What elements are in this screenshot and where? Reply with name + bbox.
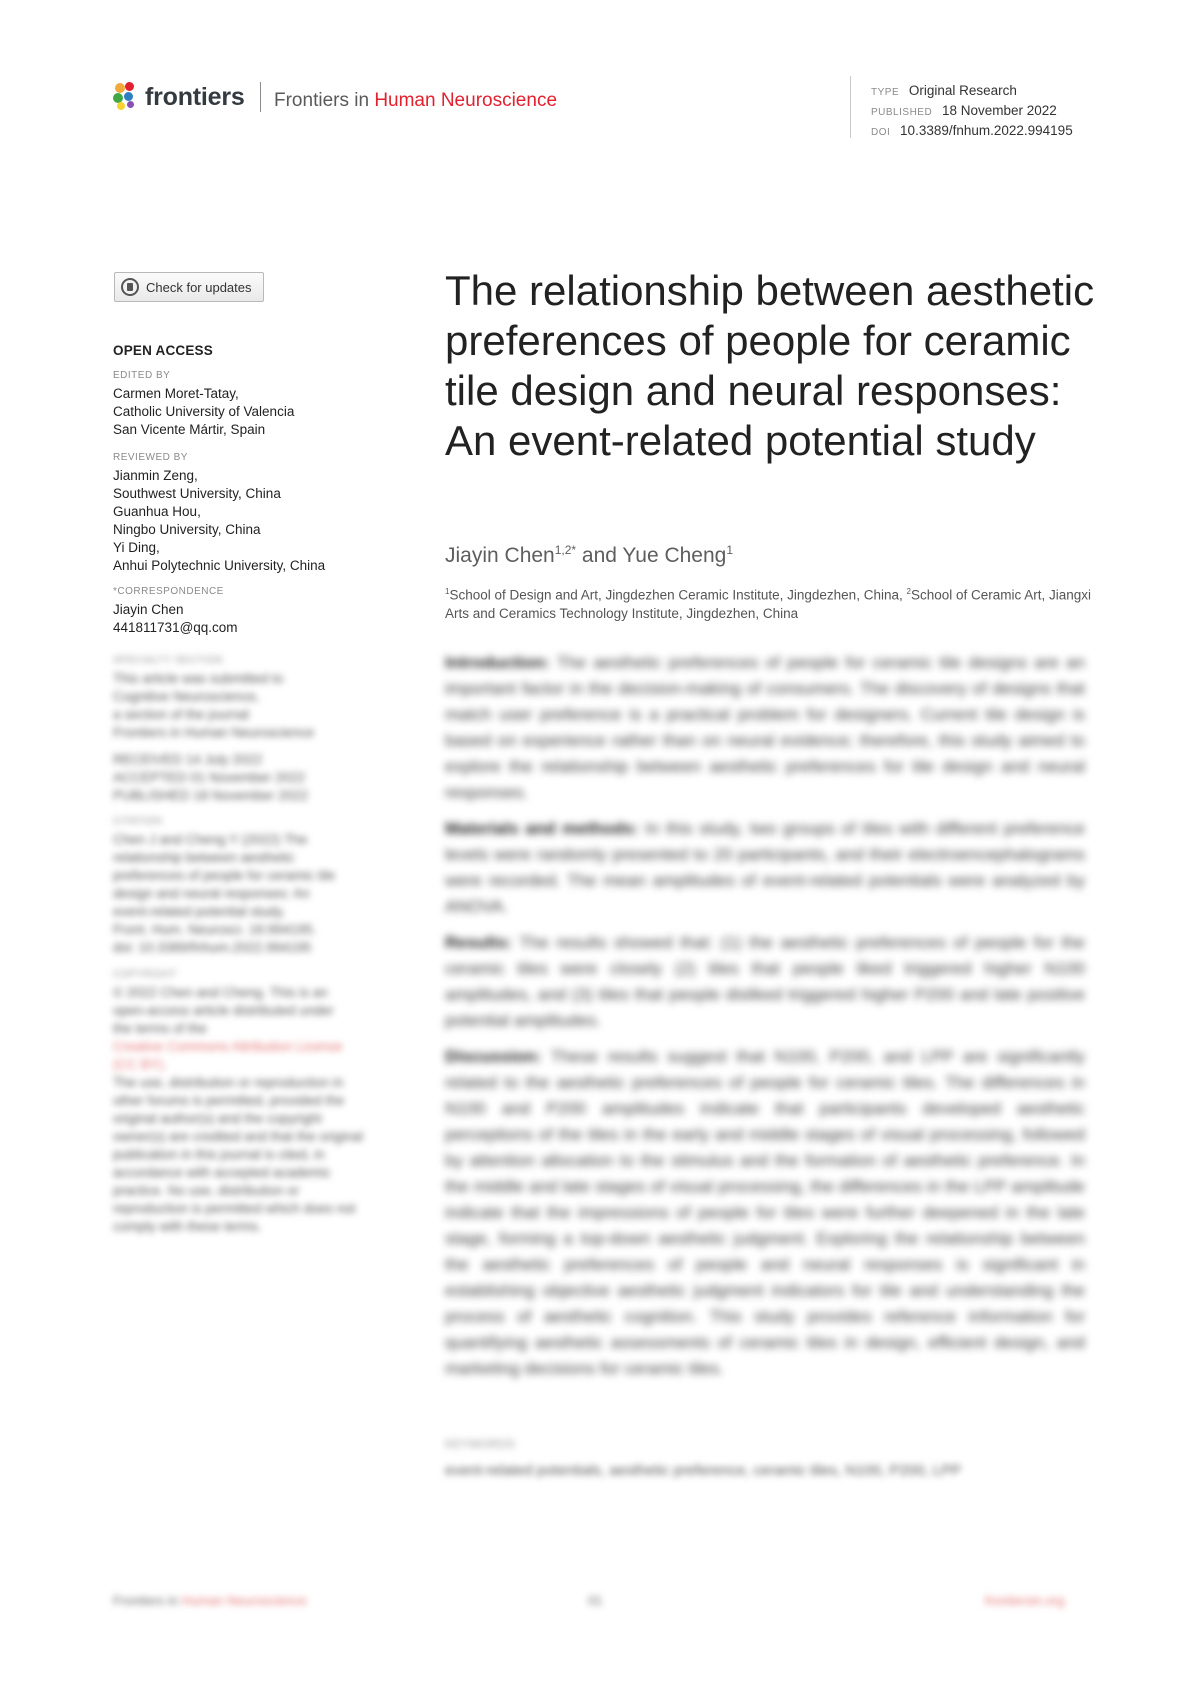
- copyright-line: © 2022 Chen and Cheng. This is an: [113, 985, 328, 1000]
- meta-type-row: [871, 82, 1073, 102]
- abstract-heading: Materials and methods:: [445, 819, 639, 838]
- copyright-label: COPYRIGHT: [113, 969, 177, 980]
- abstract: [445, 650, 1085, 1392]
- author-name[interactable]: Yue Cheng: [622, 544, 727, 567]
- correspondence-email[interactable]: 441811731@qq.com: [113, 620, 238, 635]
- citation-line: event-related potential study.: [113, 904, 286, 919]
- abstract-methods: [445, 816, 1085, 920]
- specialty-line: This article was submitted to: [113, 671, 284, 686]
- abstract-heading: Results:: [445, 933, 513, 952]
- editor-line: Carmen Moret-Tatay,: [113, 386, 239, 401]
- edited-by-label: EDITED BY: [113, 370, 171, 381]
- type-value: Original Research: [908, 83, 1017, 98]
- meta-published-row: [871, 102, 1073, 122]
- citation-section: [113, 815, 383, 957]
- meta-divider: [850, 76, 851, 138]
- specialty-line: Cognitive Neuroscience,: [113, 689, 260, 704]
- author-affiliation-marker: 1,2*: [554, 543, 577, 557]
- specialty-label: SPECIALTY SECTION: [113, 655, 223, 666]
- bookmark-icon: [121, 278, 139, 296]
- published-value: 18 November 2022: [941, 103, 1057, 118]
- license-link[interactable]: Creative Commons Attribution License (CC BY).: [113, 1039, 343, 1072]
- correspondence-name: Jiayin Chen: [113, 602, 184, 617]
- citation-line: design and neural responses: An: [113, 886, 310, 901]
- editor-line: Catholic University of Valencia: [113, 404, 295, 419]
- reviewed-by-label: REVIEWED BY: [113, 452, 188, 463]
- copyright-line: open-access article distributed under: [113, 1003, 334, 1018]
- keywords-label: KEYWORDS: [445, 1437, 516, 1451]
- article-title: The relationship between aesthetic preferences of people for ceramic tile design and neural responses: An event-related potential study: [445, 267, 1095, 464]
- specialty-line: a section of the journal: [113, 707, 249, 722]
- published-label: PUBLISHED: [871, 107, 933, 118]
- date-line: ACCEPTED 01 November 2022: [113, 770, 306, 785]
- header-divider: [260, 82, 261, 112]
- frontiers-logo[interactable]: [113, 82, 245, 112]
- citation-line: Front. Hum. Neurosci. 16:994195.: [113, 922, 317, 937]
- edited-by-section: [113, 369, 383, 439]
- doi-link[interactable]: 10.3389/fnhum.2022.994195: [900, 123, 1073, 138]
- specialty-section: [113, 654, 383, 742]
- abstract-results: [445, 930, 1085, 1034]
- footer-journal-prefix: Frontiers in: [113, 1593, 182, 1608]
- reviewer-line: Southwest University, China: [113, 486, 281, 501]
- author-name[interactable]: Jiayin Chen: [445, 544, 555, 567]
- author-separator: and: [576, 544, 623, 567]
- abstract-discussion: [445, 1044, 1085, 1382]
- reviewed-by-section: [113, 451, 383, 575]
- type-label: TYPE: [871, 87, 900, 98]
- specialty-line: Frontiers in Human Neuroscience: [113, 725, 315, 740]
- page-number: 01: [588, 1593, 603, 1608]
- logo-wordmark: frontiers: [145, 82, 245, 111]
- correspondence-section: [113, 585, 383, 637]
- abstract-text: The results showed that: (1) the aesthetic preferences of people for the ceramic tiles were closely (2) tiles that people liked triggered higher N100 amplitudes, and (3) tiles that people disliked triggered higher P200 and late positive potential amplitudes.: [445, 933, 1086, 1030]
- affiliation-marker: 2: [906, 587, 911, 596]
- citation-line: doi: 10.3389/fnhum.2022.994195: [113, 940, 312, 955]
- check-for-updates-button[interactable]: [114, 272, 264, 302]
- author-list: [445, 543, 733, 568]
- reviewer-line: Ningbo University, China: [113, 522, 261, 537]
- affiliation-marker: 1: [445, 587, 450, 596]
- dates-section: [113, 751, 383, 805]
- citation-line: relationship between aesthetic: [113, 850, 295, 865]
- correspondence-label: *CORRESPONDENCE: [113, 586, 224, 597]
- abstract-text: These results suggest that N100, P200, and LPP are significantly related to the aesthetic preferences of people for ceramic tiles. The differences in N100 and P200 amplitudes indicate that participants developed aesthetic perceptions of the tiles in the early and middle stages of visual processing, followed by attention allocation to the stimulus and the formation of aesthetic preference. In the middle and late stages of visual processing, the differences in the LPP amplitude indicate that the impressions of people for tiles were further deepened in the late stage, forming a top-down aesthetic judgment. Exploring the relationship between the aesthetic preferences of people and neural responses is significant in establishing objective aesthetic judgment indicators for tile and understanding the process of aesthetic cognition. This study provides reference information for quantifying aesthetic assessments of ceramic tiles in design, efficient design, and marketing decisions for ceramic tiles.: [445, 1047, 1085, 1378]
- reviewer-line: Anhui Polytechnic University, China: [113, 558, 326, 573]
- footer-journal[interactable]: [113, 1593, 307, 1608]
- copyright-line: the terms of the: [113, 1021, 207, 1036]
- frontiers-logo-icon: [113, 82, 139, 112]
- affiliation: School of Ceramic Art, Jiangxi Arts and Ceramics Technology Institute, Jingdezhen, China: [445, 587, 1092, 621]
- open-access-label: OPEN ACCESS: [113, 343, 213, 358]
- citation-label: CITATION: [113, 816, 163, 827]
- keywords: event-related potentials, aesthetic preference, ceramic tiles, N100, P200, LPP: [445, 1462, 962, 1479]
- reviewer-line: Guanhua Hou,: [113, 504, 201, 519]
- page-header: [0, 0, 1190, 150]
- date-line: RECEIVED 14 July 2022: [113, 752, 263, 767]
- footer-journal-highlight: Human Neuroscience: [181, 1593, 307, 1608]
- reviewer-line: Jianmin Zeng,: [113, 468, 198, 483]
- editor-line: San Vicente Mártir, Spain: [113, 422, 266, 437]
- abstract-heading: Discussion:: [445, 1047, 542, 1066]
- journal-name[interactable]: [274, 90, 557, 112]
- journal-prefix: Frontiers in: [274, 90, 375, 111]
- check-for-updates-label: Check for updates: [146, 279, 252, 295]
- copyright-text: The use, distribution or reproduction in other forums is permitted, provided the original author(s) and the copyright owner(s) are credited and that the original publication in this journal is cited, in accordance with accepted academic practice. No use, distribution or reproduction is permitted which does not comply with these terms.: [113, 1075, 363, 1234]
- article-meta: [871, 82, 1073, 142]
- citation-line: Chen J and Cheng Y (2022) The: [113, 832, 308, 847]
- date-line: PUBLISHED 18 November 2022: [113, 788, 309, 803]
- journal-highlight: Human Neuroscience: [374, 90, 558, 111]
- abstract-heading: Introduction:: [445, 653, 550, 672]
- abstract-text: In this study, two groups of tiles with different preference levels were randomly presented to 20 participants, and their electroencephalograms were recorded. The mean amplitudes of event-related potentials were analyzed by ANOVA.: [445, 819, 1085, 916]
- author-affiliation-marker: 1: [726, 543, 734, 557]
- footer-site-link[interactable]: frontiersin.org: [985, 1593, 1065, 1608]
- affiliation: School of Design and Art, Jingdezhen Ceramic Institute, Jingdezhen, China,: [449, 587, 907, 603]
- abstract-text: The aesthetic preferences of people for ceramic tile designs are an important factor in the decision-making of consumers. The discovery of designs that match user preference is a practical problem for designers. Current tile design is based on experience rather than on neural evidence; therefore, this study aimed to explore the relationship between aesthetic preferences for tile design and neural responses.: [445, 653, 1085, 802]
- doi-label: DOI: [871, 127, 891, 138]
- meta-doi-row: [871, 122, 1073, 142]
- copyright-section: [113, 968, 368, 1236]
- affiliations: [445, 583, 1095, 623]
- citation-line: preferences of people for ceramic tile: [113, 868, 336, 883]
- abstract-introduction: [445, 650, 1085, 806]
- reviewer-line: Yi Ding,: [113, 540, 160, 555]
